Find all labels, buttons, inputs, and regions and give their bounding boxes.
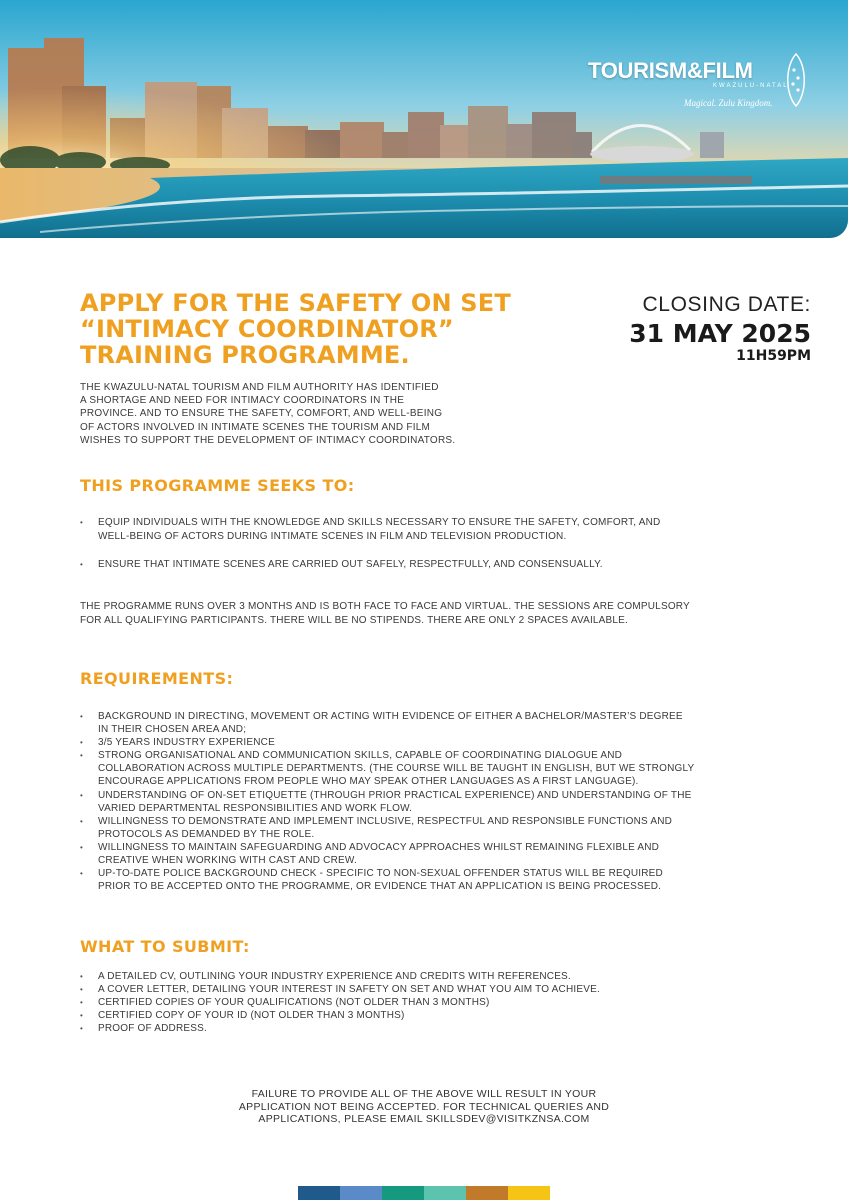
list-item-line: PROTOCOLS AS DEMANDED BY THE ROLE. — [98, 828, 315, 840]
hero-banner — [0, 0, 848, 238]
closing-date-value: 31 MAY 2025 — [629, 319, 811, 348]
list-item-line: COLLABORATION ACROSS MULTIPLE DEPARTMENTS. (THE COURSE WILL BE TAUGHT IN ENGLISH, BUT WE STRONGLY — [98, 763, 695, 775]
programme-paragraph — [80, 600, 780, 628]
list-item-line: • CERTIFIED COPY OF YOUR ID (NOT OLDER THAN 3 MONTHS) — [98, 1010, 405, 1022]
intro-line: PROVINCE. AND TO ENSURE THE SAFETY, COMFORT, AND WELL-BEING — [80, 408, 443, 420]
page-title — [80, 290, 620, 368]
footer-line: FAILURE TO PROVIDE ALL OF THE ABOVE WILL RESULT IN YOUR — [251, 1088, 597, 1100]
intro-paragraph — [80, 381, 500, 447]
shield-icon — [783, 52, 809, 108]
list-item-line: • STRONG ORGANISATIONAL AND COMMUNICATION SKILLS, CAPABLE OF COORDINATING DIALOGUE AND — [98, 750, 623, 762]
list-item — [80, 789, 760, 815]
submit-heading: WHAT TO SUBMIT: — [80, 937, 250, 956]
list-item-line: ENCOURAGE APPLICATIONS FROM PEOPLE WHO MAY SPEAK OTHER LANGUAGES AS A FIRST LANGUAGE). — [98, 776, 639, 788]
list-item — [80, 983, 760, 996]
title-line: APPLY FOR THE SAFETY ON SET — [80, 289, 511, 317]
list-item-line: • A DETAILED CV, OUTLINING YOUR INDUSTRY EXPERIENCE AND CREDITS WITH REFERENCES. — [98, 971, 571, 982]
intro-line: A SHORTAGE AND NEED FOR INTIMACY COORDINATORS IN THE — [80, 395, 405, 407]
programme-line: THE PROGRAMME RUNS OVER 3 MONTHS AND IS BOTH FACE TO FACE AND VIRTUAL. THE SESSIONS ARE COMPULSORY — [80, 601, 690, 612]
list-item — [80, 749, 760, 788]
list-item — [80, 516, 760, 544]
list-item — [80, 710, 760, 736]
closing-date-block — [591, 293, 811, 364]
list-item-line: WELL-BEING OF ACTORS DURING INTIMATE SCENES IN FILM AND TELEVISION PRODUCTION. — [98, 531, 567, 542]
list-item-line: • PROOF OF ADDRESS. — [98, 1023, 207, 1035]
list-item-line: • BACKGROUND IN DIRECTING, MOVEMENT OR ACTING WITH EVIDENCE OF EITHER A BACHELOR/MASTER’S DEGREE — [98, 711, 683, 722]
programme-line: FOR ALL QUALIFYING PARTICIPANTS. THERE WILL BE NO STIPENDS. THERE ARE ONLY 2 SPACES AVAILABLE. — [80, 615, 629, 626]
list-item — [80, 867, 760, 893]
list-item-line: • UP-TO-DATE POLICE BACKGROUND CHECK - SPECIFIC TO NON-SEXUAL OFFENDER STATUS WILL BE REQUIRED — [98, 868, 663, 880]
list-item-line: • 3/5 YEARS INDUSTRY EXPERIENCE — [98, 737, 275, 749]
tourism-film-logo — [588, 52, 818, 122]
list-item — [80, 841, 760, 867]
list-item-line: • CERTIFIED COPIES OF YOUR QUALIFICATIONS (NOT OLDER THAN 3 MONTHS) — [98, 997, 490, 1009]
intro-line: THE KWAZULU-NATAL TOURISM AND FILM AUTHORITY HAS IDENTIFIED — [80, 382, 439, 393]
requirements-list — [80, 710, 760, 893]
color-swatch — [298, 1186, 340, 1200]
list-item-line: • WILLINGNESS TO DEMONSTRATE AND IMPLEMENT INCLUSIVE, RESPECTFUL AND RESPONSIBLE FUNCTIONS AND — [98, 815, 673, 827]
list-item-line: CREATIVE WHEN WORKING WITH CAST AND CREW. — [98, 855, 357, 867]
color-swatch — [382, 1186, 424, 1200]
list-item — [80, 970, 760, 983]
list-item-line: • ENSURE THAT INTIMATE SCENES ARE CARRIED OUT SAFELY, RESPECTFULLY, AND CONSENSUALLY. — [98, 559, 603, 570]
title-line: “INTIMACY COORDINATOR” — [80, 315, 454, 343]
list-item-line: VARIED DEPARTMENTAL RESPONSIBILITIES AND WORK FLOW. — [98, 802, 413, 814]
submit-list — [80, 970, 760, 1035]
footer-notice — [160, 1088, 688, 1126]
list-item — [80, 815, 760, 841]
logo-title: TOURISM&FILM — [588, 58, 753, 83]
list-item — [80, 1009, 760, 1022]
list-item-line: • WILLINGNESS TO MAINTAIN SAFEGUARDING AND ADVOCACY APPROACHES WHILST REMAINING FLEXIBLE AND — [98, 841, 660, 853]
seeks-list — [80, 516, 760, 572]
list-item — [80, 1022, 760, 1035]
requirements-heading: REQUIREMENTS: — [80, 669, 234, 688]
list-item — [80, 558, 760, 572]
logo-subtitle: KWAZULU-NATAL — [713, 83, 789, 89]
list-item-line: • UNDERSTANDING OF ON-SET ETIQUETTE (THROUGH PRIOR PRACTICAL EXPERIENCE) AND UNDERSTANDING OF THE — [98, 789, 692, 801]
seeks-heading: THIS PROGRAMME SEEKS TO: — [80, 476, 355, 495]
color-swatch — [508, 1186, 550, 1200]
intro-line: OF ACTORS INVOLVED IN INTIMATE SCENES THE TOURISM AND FILM — [80, 421, 431, 433]
closing-time-value: 11H59PM — [736, 348, 811, 364]
intro-line: WISHES TO SUPPORT THE DEVELOPMENT OF INTIMACY COORDINATORS. — [80, 434, 456, 446]
title-line: TRAINING PROGRAMME. — [80, 341, 410, 369]
list-item-line: • EQUIP INDIVIDUALS WITH THE KNOWLEDGE AND SKILLS NECESSARY TO ENSURE THE SAFETY, COMFORT, AND — [98, 517, 661, 528]
list-item — [80, 996, 760, 1009]
list-item-line: • A COVER LETTER, DETAILING YOUR INTEREST IN SAFETY ON SET AND WHAT YOU AIM TO ACHIEVE. — [98, 984, 600, 996]
color-swatch — [466, 1186, 508, 1200]
closing-date-label: CLOSING DATE: — [642, 293, 811, 316]
color-swatch — [340, 1186, 382, 1200]
list-item — [80, 736, 760, 749]
logo-tagline: Magical. Zulu Kingdom. — [684, 98, 773, 108]
footer-line: APPLICATIONS, PLEASE EMAIL SKILLSDEV@VISITKZNSA.COM — [258, 1113, 590, 1125]
color-swatch — [424, 1186, 466, 1200]
footer-line: APPLICATION NOT BEING ACCEPTED. FOR TECHNICAL QUERIES AND — [238, 1100, 610, 1113]
list-item-line: IN THEIR CHOSEN AREA AND; — [98, 724, 247, 736]
list-item-line: PRIOR TO BE ACCEPTED ONTO THE PROGRAMME, OR EVIDENCE THAT AN APPLICATION IS BEING PROCESSED. — [98, 881, 662, 893]
brand-color-bar — [298, 1186, 550, 1200]
